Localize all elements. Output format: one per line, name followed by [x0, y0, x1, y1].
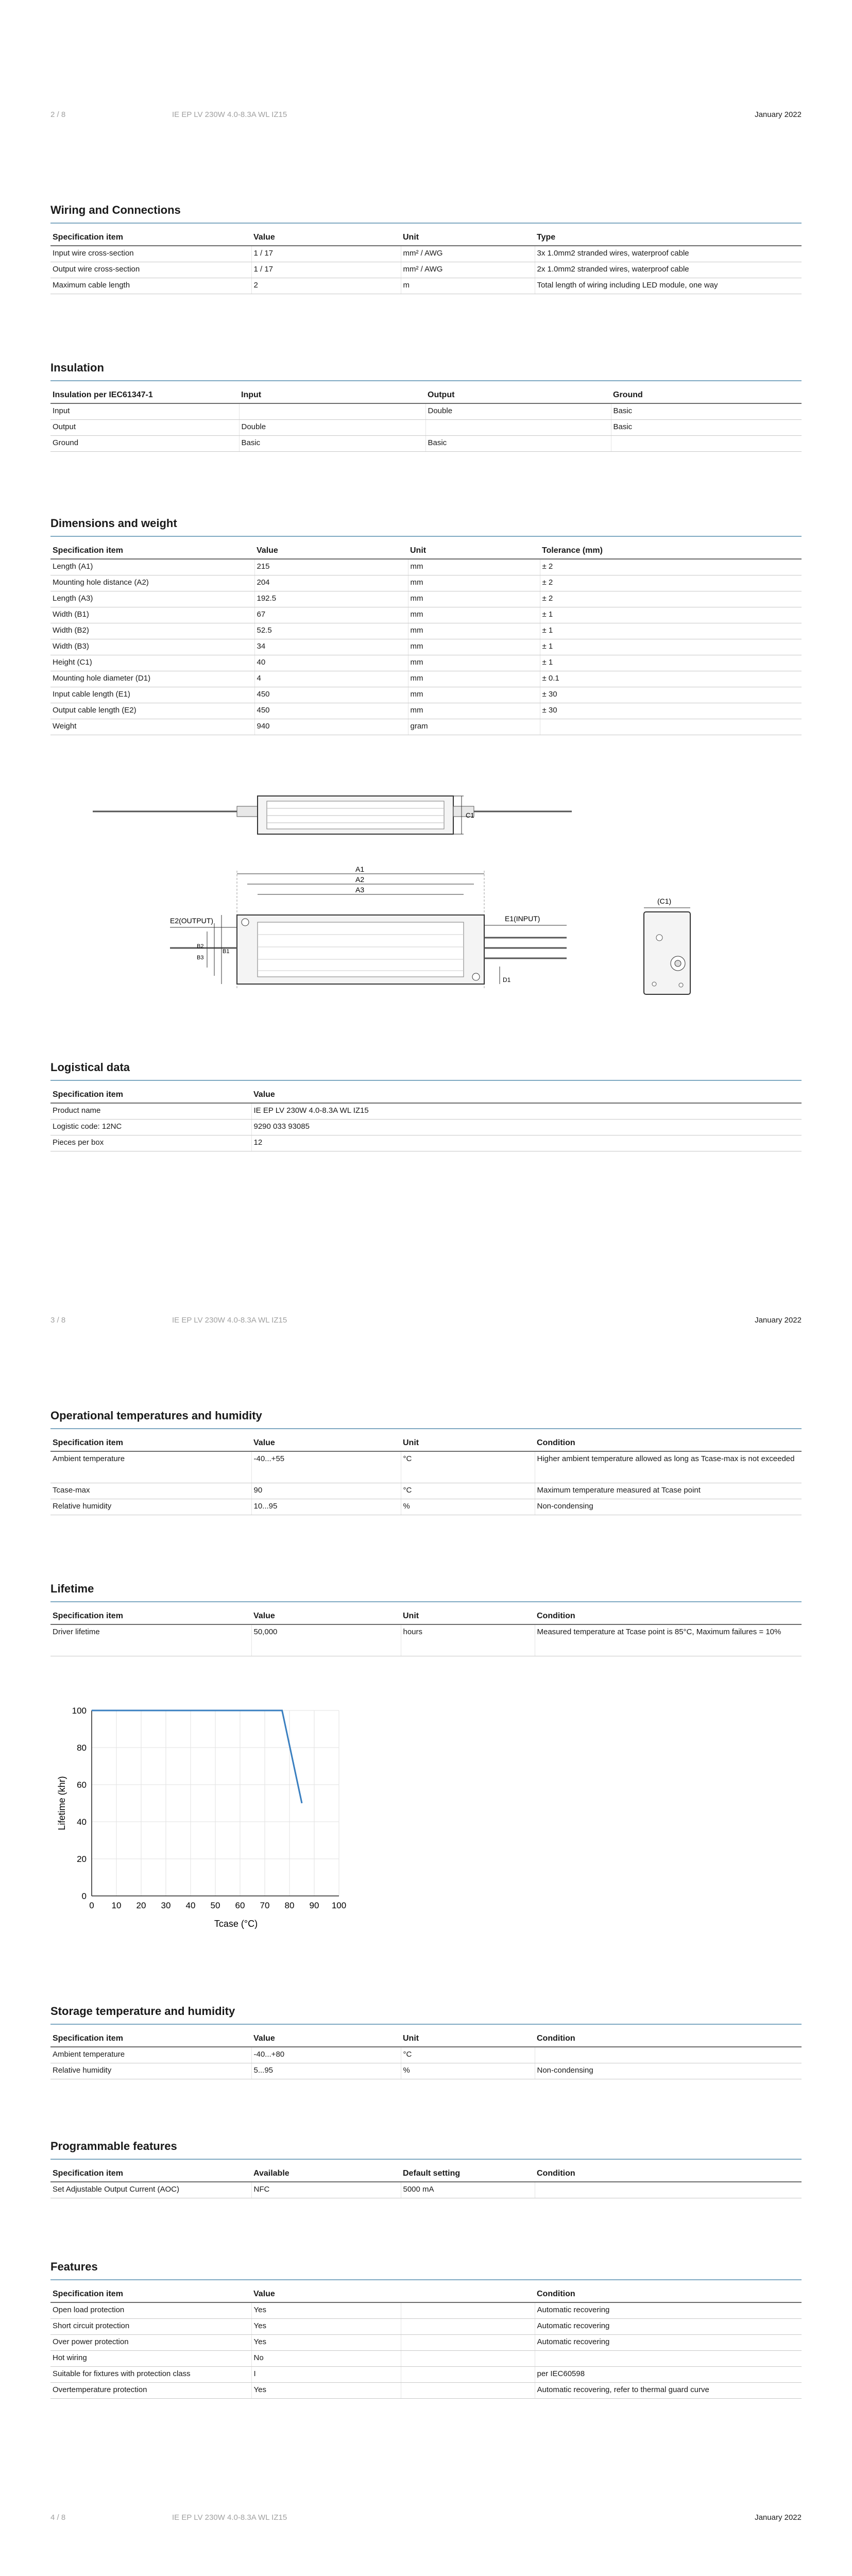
section-divider [50, 2279, 802, 2280]
table-cell [401, 2383, 535, 2399]
features-section [50, 2260, 802, 2399]
table-cell: m [401, 278, 535, 294]
x-tick-label: 20 [136, 1901, 146, 1910]
table-cell: mm² / AWG [401, 262, 535, 278]
end-view-drawing [639, 896, 701, 999]
table-cell: Output wire cross-section [50, 262, 251, 278]
lifetime-series-line [92, 1710, 302, 1803]
table-cell: mm [408, 575, 540, 591]
table-cell: 204 [254, 575, 408, 591]
table-cell: Open load protection [50, 2302, 251, 2319]
table-cell [540, 719, 802, 735]
table-header-row [50, 2165, 802, 2182]
table-header-row [50, 1607, 802, 1624]
table-cell: 192.5 [254, 591, 408, 607]
header-date: January 2022 [755, 110, 802, 119]
x-tick-label: 70 [260, 1901, 270, 1910]
table-cell: Suitable for fixtures with protection class [50, 2367, 251, 2383]
page-number: 4 / 8 [50, 2513, 66, 2522]
page-header [50, 110, 802, 123]
table-cell: Mounting hole distance (A2) [50, 575, 254, 591]
section-divider [50, 380, 802, 381]
table-cell: Short circuit protection [50, 2319, 251, 2335]
table-header-row [50, 2030, 802, 2047]
table-cell: mm [408, 671, 540, 687]
table-row [50, 1451, 802, 1483]
table-cell: Non-condensing [535, 1499, 802, 1515]
table-row [50, 1136, 802, 1151]
e2-label: E2(OUTPUT) [170, 917, 213, 925]
table-cell: 2x 1.0mm2 stranded wires, waterproof cable [535, 262, 802, 278]
page-number: 2 / 8 [50, 110, 66, 119]
table-cell: Height (C1) [50, 655, 254, 671]
table-cell: 67 [254, 607, 408, 623]
table-cell: Set Adjustable Output Current (AOC) [50, 2182, 251, 2198]
column-header: Value [251, 1607, 401, 1624]
column-header: Insulation per IEC61347-1 [50, 386, 239, 403]
table-cell: -40...+80 [251, 2047, 401, 2063]
side-view-drawing [93, 786, 587, 858]
table-cell: ± 0.1 [540, 671, 802, 687]
a2-label: A2 [355, 875, 365, 884]
table-cell: Basic [611, 420, 802, 436]
table-cell: 450 [254, 687, 408, 703]
column-header: Condition [535, 2030, 802, 2047]
x-tick-label: 90 [309, 1901, 319, 1910]
table-cell: Automatic recovering [535, 2335, 802, 2351]
table-header-row [50, 542, 802, 559]
table-cell: Ground [50, 436, 239, 452]
table-row [50, 2182, 802, 2198]
column-header: Unit [408, 542, 540, 559]
table-cell: per IEC60598 [535, 2367, 802, 2383]
table-cell: Automatic recovering, refer to thermal guard curve [535, 2383, 802, 2399]
table-cell: Output cable length (E2) [50, 703, 254, 719]
table-header-row [50, 1434, 802, 1451]
column-header: Type [535, 229, 802, 246]
table-row [50, 623, 802, 639]
table-row [50, 262, 802, 278]
column-header: Output [425, 386, 611, 403]
column-header: Value [251, 1086, 802, 1103]
y-tick-label: 80 [77, 1743, 87, 1753]
table-row [50, 655, 802, 671]
table-cell: Automatic recovering [535, 2302, 802, 2319]
table-cell: Total length of wiring including LED module, one way [535, 278, 802, 294]
top-view-drawing [93, 866, 587, 1010]
table-cell [401, 2335, 535, 2351]
table-cell: Input wire cross-section [50, 246, 251, 262]
table-header-row [50, 2285, 802, 2302]
table-cell: mm [408, 559, 540, 575]
table-cell: Automatic recovering [535, 2319, 802, 2335]
column-header: Condition [535, 2165, 802, 2182]
x-tick-label: 80 [284, 1901, 295, 1910]
table-cell: ± 1 [540, 623, 802, 639]
table-cell: °C [401, 1483, 535, 1499]
table-cell [239, 403, 425, 420]
section-divider [50, 223, 802, 224]
table-cell: Output [50, 420, 239, 436]
table-row [50, 278, 802, 294]
insulation-table [50, 386, 802, 452]
table-cell: No [251, 2351, 401, 2367]
dimensions-table [50, 542, 802, 735]
y-tick-label: 100 [72, 1706, 87, 1716]
table-cell: Length (A1) [50, 559, 254, 575]
table-cell: Yes [251, 2383, 401, 2399]
column-header: Value [251, 229, 401, 246]
table-cell: 5...95 [251, 2063, 401, 2079]
table-cell: °C [401, 1451, 535, 1483]
logistical-section [50, 1060, 802, 1151]
table-cell: Overtemperature protection [50, 2383, 251, 2399]
y-tick-label: 20 [77, 1854, 87, 1864]
section-title: Insulation [50, 361, 104, 374]
column-header: Available [251, 2165, 401, 2182]
x-tick-label: 30 [161, 1901, 171, 1910]
table-cell: Yes [251, 2335, 401, 2351]
table-cell: mm [408, 607, 540, 623]
header-date: January 2022 [755, 1316, 802, 1325]
table-cell: Input cable length (E1) [50, 687, 254, 703]
section-title: Dimensions and weight [50, 517, 177, 530]
column-header: Specification item [50, 229, 251, 246]
table-cell: Basic [425, 436, 611, 452]
table-row [50, 1624, 802, 1656]
x-tick-label: 50 [210, 1901, 220, 1910]
column-header: Unit [401, 2030, 535, 2047]
section-title: Wiring and Connections [50, 204, 181, 216]
column-header: Specification item [50, 2285, 251, 2302]
table-row [50, 575, 802, 591]
a1-label: A1 [355, 866, 365, 873]
page-number: 3 / 8 [50, 1316, 66, 1325]
table-cell [535, 2047, 802, 2063]
a3-label: A3 [355, 886, 365, 894]
operational-table [50, 1434, 802, 1515]
lifetime-chart [50, 1700, 370, 1947]
table-cell: Basic [611, 403, 802, 420]
b2-label: B2 [197, 943, 204, 950]
table-cell: 90 [251, 1483, 401, 1499]
column-header: Unit [401, 1607, 535, 1624]
table-cell: ± 1 [540, 607, 802, 623]
table-row [50, 403, 802, 420]
section-title: Logistical data [50, 1061, 130, 1074]
column-header: Specification item [50, 2030, 251, 2047]
table-cell: ± 1 [540, 639, 802, 655]
table-cell: Width (B2) [50, 623, 254, 639]
column-header: Condition [535, 2285, 802, 2302]
table-cell: Product name [50, 1103, 251, 1120]
header-product-name: IE EP LV 230W 4.0-8.3A WL IZ15 [172, 1316, 287, 1325]
y-tick-label: 40 [77, 1817, 87, 1827]
header-product-name: IE EP LV 230W 4.0-8.3A WL IZ15 [172, 110, 287, 119]
table-row [50, 671, 802, 687]
table-cell: Maximum temperature measured at Tcase point [535, 1483, 802, 1499]
table-cell: NFC [251, 2182, 401, 2198]
table-cell: mm [408, 639, 540, 655]
c1-end-label: (C1) [657, 897, 672, 905]
operational-section [50, 1409, 802, 1515]
header-product-name: IE EP LV 230W 4.0-8.3A WL IZ15 [172, 2513, 287, 2522]
table-cell: 5000 mA [401, 2182, 535, 2198]
table-cell: 9290 033 93085 [251, 1120, 802, 1136]
table-row [50, 1483, 802, 1499]
table-row [50, 2047, 802, 2063]
table-cell: ± 2 [540, 559, 802, 575]
table-cell: I [251, 2367, 401, 2383]
table-cell: ± 2 [540, 575, 802, 591]
table-cell: 34 [254, 639, 408, 655]
section-title: Programmable features [50, 2140, 177, 2153]
table-row [50, 436, 802, 452]
table-cell [401, 2351, 535, 2367]
storage-table [50, 2030, 802, 2079]
y-tick-label: 60 [77, 1780, 87, 1790]
y-axis-label: Lifetime (khr) [57, 1776, 67, 1831]
table-row [50, 2302, 802, 2319]
table-header-row [50, 1086, 802, 1103]
column-header: Tolerance (mm) [540, 542, 802, 559]
table-cell [401, 2302, 535, 2319]
table-row [50, 1103, 802, 1120]
programmable-section [50, 2139, 802, 2198]
wiring-section [50, 203, 802, 294]
column-header: Specification item [50, 1086, 251, 1103]
column-header: Value [251, 2030, 401, 2047]
table-cell: Length (A3) [50, 591, 254, 607]
table-cell [535, 2351, 802, 2367]
section-title: Operational temperatures and humidity [50, 1409, 262, 1422]
section-title: Lifetime [50, 1582, 94, 1595]
column-header: Specification item [50, 2165, 251, 2182]
column-header: Default setting [401, 2165, 535, 2182]
table-row [50, 2367, 802, 2383]
table-cell: Tcase-max [50, 1483, 251, 1499]
table-cell: hours [401, 1624, 535, 1656]
table-cell: Maximum cable length [50, 278, 251, 294]
table-cell: Over power protection [50, 2335, 251, 2351]
features-table [50, 2285, 802, 2399]
column-header: Specification item [50, 1434, 251, 1451]
column-header: Ground [611, 386, 802, 403]
e1-label: E1(INPUT) [505, 914, 540, 923]
table-cell: mm² / AWG [401, 246, 535, 262]
b3-label: B3 [197, 955, 204, 961]
dimensions-section [50, 516, 802, 735]
table-row [50, 703, 802, 719]
table-cell: 10...95 [251, 1499, 401, 1515]
table-cell: Double [239, 420, 425, 436]
section-title: Storage temperature and humidity [50, 2005, 235, 2018]
table-cell: ± 30 [540, 703, 802, 719]
table-row [50, 559, 802, 575]
column-header [401, 2285, 535, 2302]
header-date: January 2022 [755, 2513, 802, 2522]
page-header [50, 2513, 802, 2526]
table-cell: ± 2 [540, 591, 802, 607]
lifetime-table [50, 1607, 802, 1656]
table-cell: 12 [251, 1136, 802, 1151]
section-divider [50, 1080, 802, 1081]
page-header [50, 1316, 802, 1328]
table-cell: 940 [254, 719, 408, 735]
table-cell: mm [408, 591, 540, 607]
table-cell: Pieces per box [50, 1136, 251, 1151]
table-row [50, 591, 802, 607]
section-divider [50, 1601, 802, 1602]
table-cell [401, 2319, 535, 2335]
table-row [50, 1499, 802, 1515]
lifetime-section [50, 1582, 802, 1656]
column-header: Input [239, 386, 425, 403]
table-cell: ± 30 [540, 687, 802, 703]
table-cell: mm [408, 655, 540, 671]
section-divider [50, 536, 802, 537]
x-tick-label: 0 [89, 1901, 94, 1910]
insulation-section [50, 361, 802, 452]
table-cell: ± 1 [540, 655, 802, 671]
table-row [50, 246, 802, 262]
table-cell [425, 420, 611, 436]
programmable-table [50, 2165, 802, 2198]
table-row [50, 607, 802, 623]
d1-label: D1 [503, 976, 511, 984]
column-header: Value [251, 1434, 401, 1451]
table-cell: % [401, 1499, 535, 1515]
table-cell [611, 436, 802, 452]
table-cell: Mounting hole diameter (D1) [50, 671, 254, 687]
column-header: Unit [401, 229, 535, 246]
column-header: Value [254, 542, 408, 559]
table-cell: 40 [254, 655, 408, 671]
section-divider [50, 2024, 802, 2025]
table-row [50, 2383, 802, 2399]
table-cell: Logistic code: 12NC [50, 1120, 251, 1136]
table-cell: Relative humidity [50, 2063, 251, 2079]
table-cell: 3x 1.0mm2 stranded wires, waterproof cable [535, 246, 802, 262]
table-cell: gram [408, 719, 540, 735]
table-cell [535, 2182, 802, 2198]
table-cell: Yes [251, 2302, 401, 2319]
table-cell [401, 2367, 535, 2383]
logistical-table [50, 1086, 802, 1151]
b1-label: B1 [223, 948, 230, 955]
table-cell: Basic [239, 436, 425, 452]
table-cell: Width (B3) [50, 639, 254, 655]
table-header-row [50, 229, 802, 246]
table-cell: 215 [254, 559, 408, 575]
table-cell: Non-condensing [535, 2063, 802, 2079]
c1-label: C1 [466, 811, 474, 819]
column-header: Value [251, 2285, 401, 2302]
table-cell: Ambient temperature [50, 2047, 251, 2063]
table-row [50, 2351, 802, 2367]
table-cell: -40...+55 [251, 1451, 401, 1483]
x-tick-label: 60 [235, 1901, 245, 1910]
table-cell: mm [408, 703, 540, 719]
table-cell: Hot wiring [50, 2351, 251, 2367]
table-cell: 52.5 [254, 623, 408, 639]
table-row [50, 687, 802, 703]
column-header: Condition [535, 1607, 802, 1624]
table-cell: Double [425, 403, 611, 420]
column-header: Specification item [50, 1607, 251, 1624]
table-row [50, 639, 802, 655]
column-header: Condition [535, 1434, 802, 1451]
table-row [50, 2319, 802, 2335]
table-cell: Width (B1) [50, 607, 254, 623]
table-cell: Measured temperature at Tcase point is 85°C, Maximum failures = 10% [535, 1624, 802, 1656]
column-header: Specification item [50, 542, 254, 559]
table-cell: Weight [50, 719, 254, 735]
storage-section [50, 2004, 802, 2079]
table-row [50, 420, 802, 436]
table-cell: 4 [254, 671, 408, 687]
table-header-row [50, 386, 802, 403]
table-cell: 1 / 17 [251, 246, 401, 262]
y-tick-label: 0 [81, 1891, 87, 1901]
table-cell: Relative humidity [50, 1499, 251, 1515]
table-cell: % [401, 2063, 535, 2079]
table-cell: Yes [251, 2319, 401, 2335]
x-tick-label: 10 [111, 1901, 122, 1910]
x-tick-label: 100 [331, 1901, 347, 1910]
table-cell: Driver lifetime [50, 1624, 251, 1656]
x-tick-label: 40 [185, 1901, 196, 1910]
wiring-table [50, 229, 802, 294]
column-header: Unit [401, 1434, 535, 1451]
table-cell: °C [401, 2047, 535, 2063]
section-title: Features [50, 2260, 98, 2273]
table-cell: mm [408, 687, 540, 703]
table-cell: mm [408, 623, 540, 639]
table-cell: IE EP LV 230W 4.0-8.3A WL IZ15 [251, 1103, 802, 1120]
table-row [50, 2335, 802, 2351]
table-cell: Input [50, 403, 239, 420]
table-row [50, 2063, 802, 2079]
table-cell: 450 [254, 703, 408, 719]
table-cell: 50,000 [251, 1624, 401, 1656]
table-row [50, 1120, 802, 1136]
section-divider [50, 2159, 802, 2160]
table-cell: 2 [251, 278, 401, 294]
x-axis-label: Tcase (°C) [214, 1919, 258, 1929]
table-cell: Ambient temperature [50, 1451, 251, 1483]
section-divider [50, 1428, 802, 1429]
table-cell: Higher ambient temperature allowed as long as Tcase-max is not exceeded [535, 1451, 802, 1483]
table-cell: 1 / 17 [251, 262, 401, 278]
table-row [50, 719, 802, 735]
